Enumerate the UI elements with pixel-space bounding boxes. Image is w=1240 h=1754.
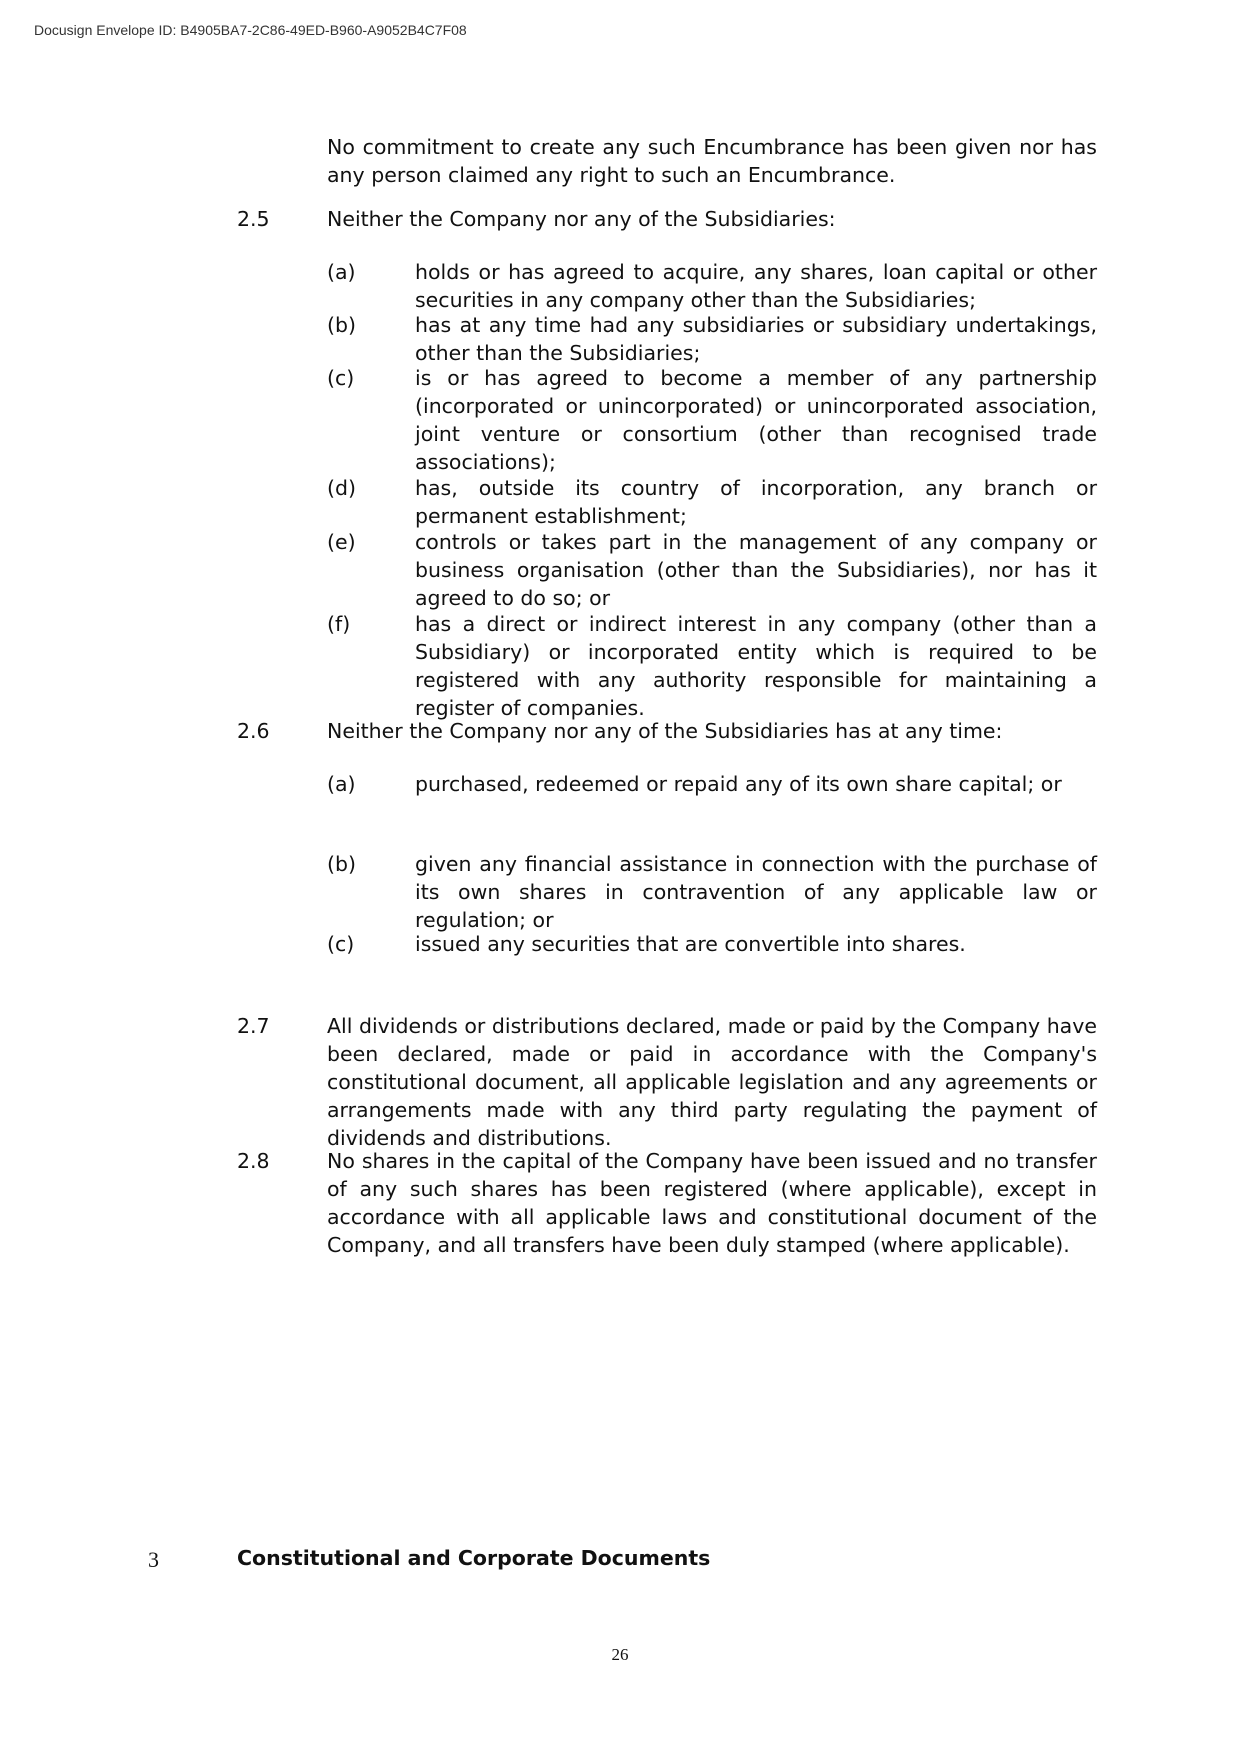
clause-2-5-text: Neither the Company nor any of the Subsidiaries: [327, 207, 836, 231]
clause-2-6-c-label: (c) [327, 932, 355, 956]
clause-2-6-text: Neither the Company nor any of the Subsidiaries has at any time: [327, 719, 1003, 743]
envelope-id: Docusign Envelope ID: B4905BA7-2C86-49ED-B960-A9052B4C7F08 [34, 22, 467, 38]
clause-2-6-b-label: (b) [327, 852, 357, 876]
clause-number-2-8: 2.8 [237, 1149, 270, 1173]
clause-2-5-b-text: has at any time had any subsidiaries or subsidiary undertakings, other than the Subsidiaries; [415, 313, 1097, 365]
section-number-3: 3 [148, 1547, 159, 1572]
clause-2-5-a-text: holds or has agreed to acquire, any shares, loan capital or other securities in any company other than the Subsidiaries; [415, 260, 1097, 312]
clause-2-7-text: All dividends or distributions declared, made or paid by the Company have been declared, made or paid in accordance with the Company's constitutional document, all applicable legislation and any agreements or arrangements made with any third party regulating the payment of dividends and distributions. [327, 1014, 1097, 1150]
clause-2-5-d-text: has, outside its country of incorporation, any branch or permanent establishment; [415, 476, 1097, 528]
page-number: 26 [611, 1645, 629, 1664]
clause-2-5-f-label: (f) [327, 612, 351, 636]
intro-paragraph: No commitment to create any such Encumbrance has been given nor has any person claimed any right to such an Encumbrance. [327, 135, 1097, 187]
clause-2-8-text: No shares in the capital of the Company have been issued and no transfer of any such shares has been registered (where applicable), except in accordance with all applicable laws and constitutional document of the Company, and all transfers have been duly stamped (where applicable). [327, 1149, 1097, 1257]
clause-number-2-6: 2.6 [237, 719, 270, 743]
clause-2-5-d-label: (d) [327, 476, 357, 500]
clause-2-6-a-text: purchased, redeemed or repaid any of its own share capital; or [415, 772, 1062, 796]
clause-2-5-c-text: is or has agreed to become a member of any partnership (incorporated or unincorporated) or unincorporated association, joint venture or consortium (other than recognised trade associations); [415, 366, 1097, 474]
clause-2-6-c-text: issued any securities that are convertible into shares. [415, 932, 966, 956]
clause-2-6-a-label: (a) [327, 772, 356, 796]
clause-2-5-f-text: has a direct or indirect interest in any company (other than a Subsidiary) or incorporated entity which is required to be registered with any authority responsible for maintaining a register of companies. [415, 612, 1097, 720]
clause-2-5-c-label: (c) [327, 366, 355, 390]
clause-2-5-e-label: (e) [327, 530, 356, 554]
section-3-heading: Constitutional and Corporate Documents [237, 1546, 711, 1570]
clause-2-5-b-label: (b) [327, 313, 357, 337]
clause-2-6-b-text: given any financial assistance in connection with the purchase of its own shares in contravention of any applicable law or regulation; or [415, 852, 1097, 932]
clause-number-2-5: 2.5 [237, 207, 270, 231]
clause-2-5-a-label: (a) [327, 260, 356, 284]
clause-2-5-e-text: controls or takes part in the management of any company or business organisation (other than the Subsidiaries), nor has it agreed to do so; or [415, 530, 1097, 610]
clause-number-2-7: 2.7 [237, 1014, 270, 1038]
